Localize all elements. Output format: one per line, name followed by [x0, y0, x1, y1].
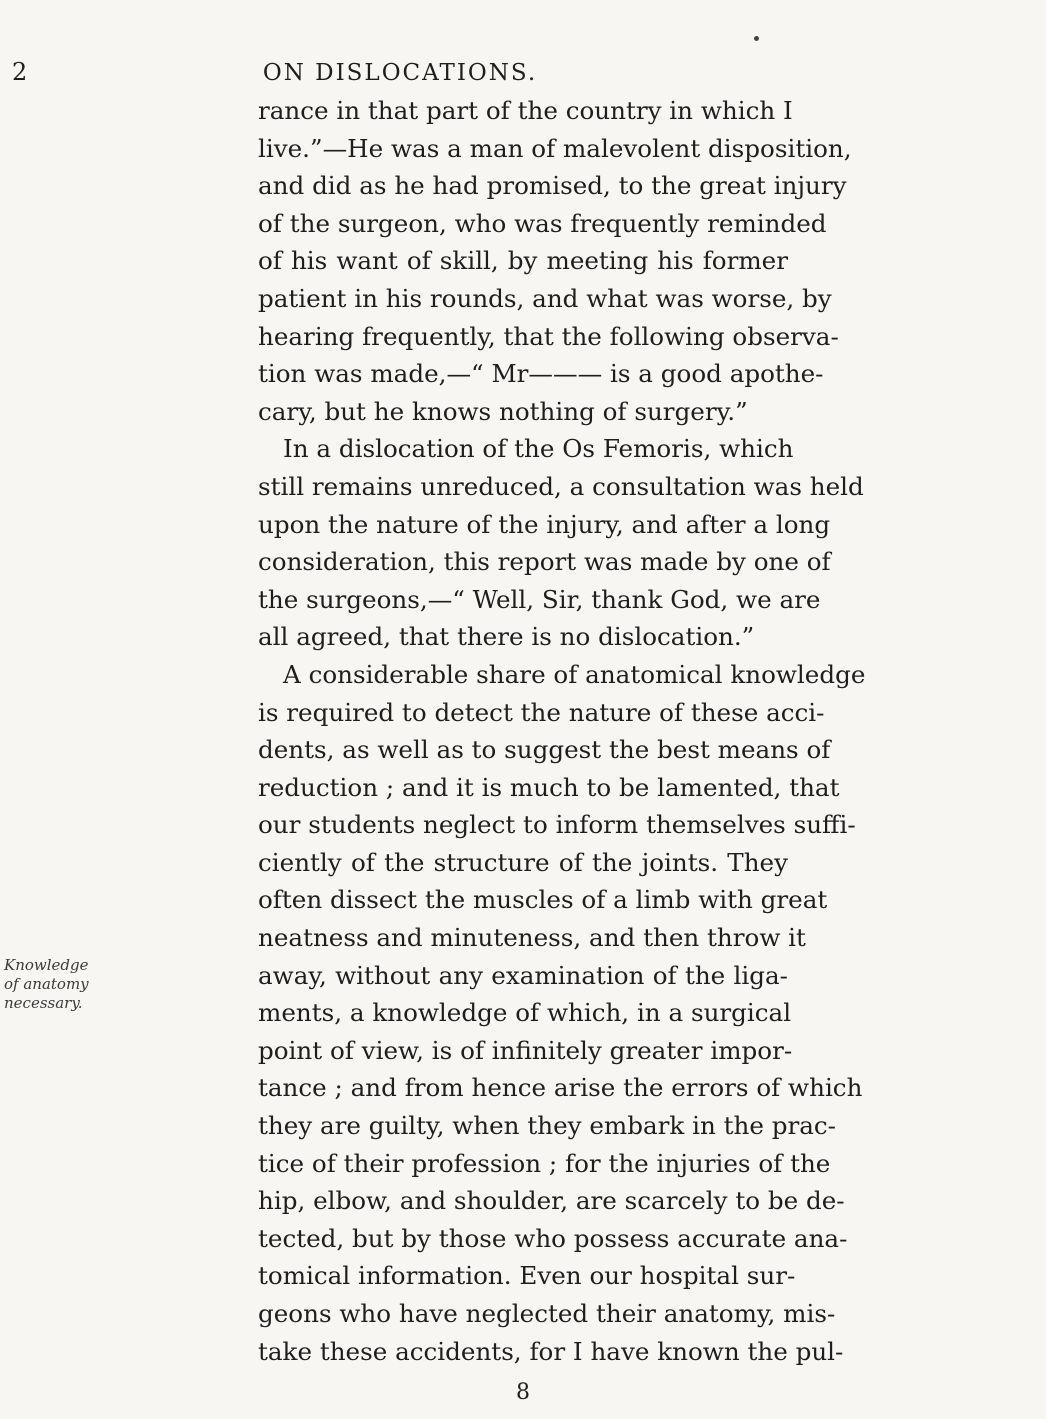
text-line: tomical information. Even our hospital sur-: [258, 1261, 796, 1291]
text-line: ments, a knowledge of which, in a surgical: [258, 998, 792, 1028]
text-line: rance in that part of the country in which I: [258, 96, 793, 125]
text-line: cary, but he knows nothing of surgery.”: [258, 396, 748, 426]
text-line: point of view, is of infinitely greater impor-: [258, 1035, 793, 1065]
text-line: reduction ; and it is much to be lamented, that: [258, 772, 840, 802]
text-line: hip, elbow, and shoulder, are scarcely to be de-: [258, 1186, 845, 1216]
text-line: often dissect the muscles of a limb with great: [258, 885, 828, 915]
text-line: of the surgeon, who was frequently reminded: [258, 208, 827, 238]
signature-mark: 8: [516, 1380, 530, 1405]
margin-note-line: of anatomy: [4, 975, 89, 993]
margin-note-line: necessary.: [4, 994, 83, 1012]
text-line: of his want of skill, by meeting his former: [258, 246, 788, 276]
text-line: geons who have neglected their anatomy, mis-: [258, 1299, 836, 1328]
text-line: still remains unreduced, a consultation was held: [258, 471, 864, 501]
text-line: and did as he had promised, to the great injury: [258, 171, 847, 201]
text-line: In a dislocation of the Os Femoris, which: [283, 434, 794, 464]
running-head: ON DISLOCATIONS.: [262, 60, 538, 86]
text-line: dents, as well as to suggest the best means of: [258, 735, 831, 765]
margin-note-line: Knowledge: [4, 956, 89, 974]
text-line: A considerable share of anatomical knowledge: [283, 659, 866, 689]
text-line: tance ; and from hence arise the errors of which: [258, 1073, 863, 1103]
text-line: consideration, this report was made by one of: [258, 547, 831, 577]
text-line: tice of their profession ; for the injuries of the: [258, 1148, 831, 1178]
text-line: live.”—He was a man of malevolent disposition,: [258, 133, 852, 163]
text-line: all agreed, that there is no dislocation.”: [258, 622, 755, 652]
margin-note: [4, 956, 114, 1013]
body-text: [258, 92, 866, 1370]
text-line: our students neglect to inform themselves suffi-: [258, 810, 856, 840]
text-line: they are guilty, when they embark in the prac-: [258, 1111, 836, 1141]
text-line: the surgeons,—“ Well, Sir, thank God, we are: [258, 584, 821, 614]
text-line: is required to detect the nature of these acci-: [258, 697, 825, 727]
page-number: 2: [12, 58, 28, 86]
text-line: neatness and minuteness, and then throw it: [258, 923, 806, 953]
text-line: patient in his rounds, and what was worse, by: [258, 283, 832, 313]
text-line: tected, but by those who possess accurate ana-: [258, 1223, 848, 1253]
text-line: tion was made,—“ Mr——— is a good apothe-: [258, 359, 824, 389]
text-line: hearing frequently, that the following observa-: [258, 321, 839, 351]
text-line: ciently of the structure of the joints. They: [258, 847, 788, 877]
text-line: take these accidents, for I have known the pul-: [258, 1336, 844, 1366]
text-line: away, without any examination of the liga-: [258, 960, 788, 990]
ink-speck: [754, 36, 759, 41]
text-line: upon the nature of the injury, and after a long: [258, 509, 831, 539]
